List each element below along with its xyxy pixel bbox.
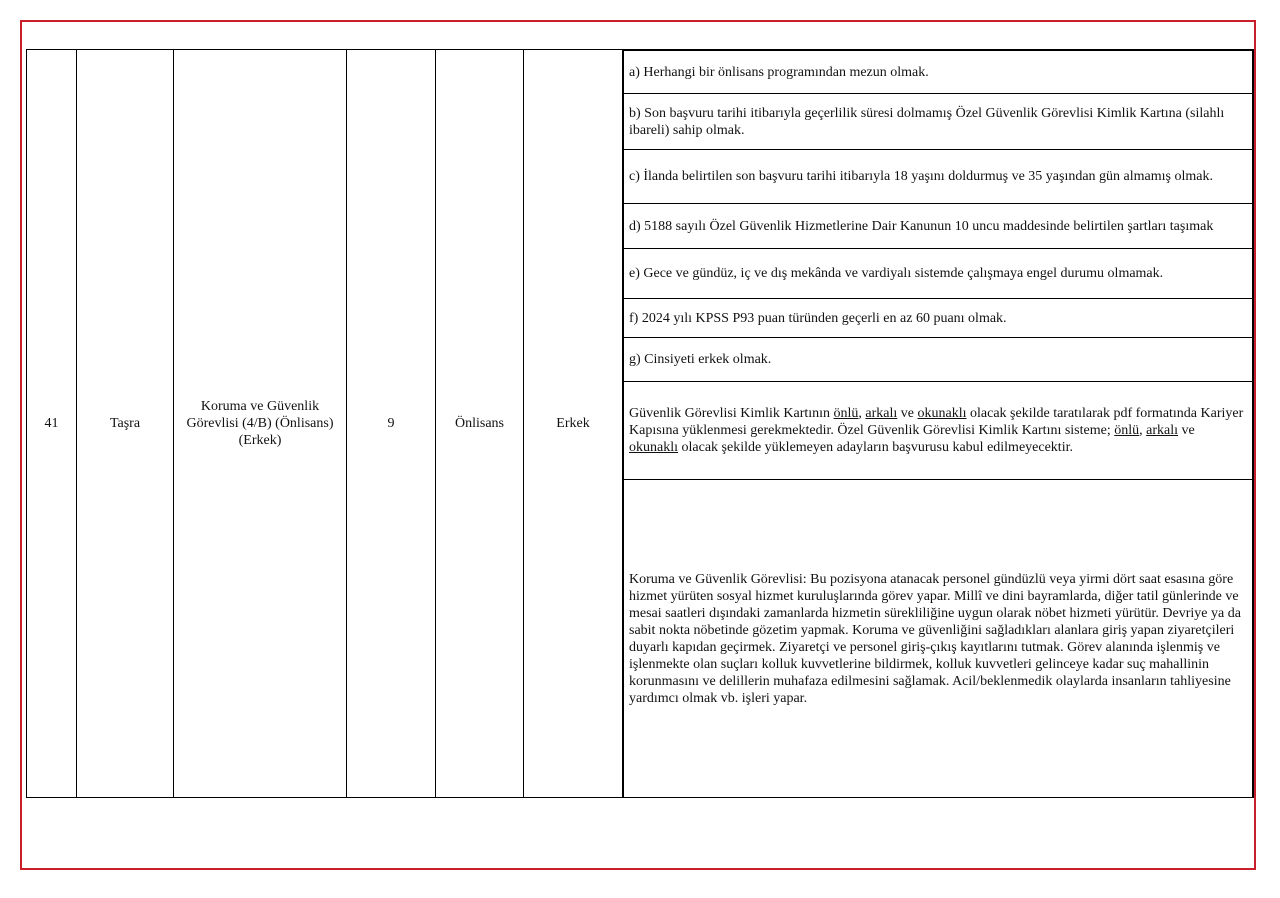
conditions-list	[623, 50, 1253, 797]
gender-cell: Erkek	[524, 50, 623, 798]
position-count-cell: 9	[347, 50, 436, 798]
condition-c: c) İlanda belirtilen son başvuru tarihi itibarıyla 18 yaşını doldurmuş ve 35 yaşından gün almamış olmak.	[624, 150, 1253, 204]
position-title-cell: Koruma ve Güvenlik Görevlisi (4/B) (Önlisans)(Erkek)	[174, 50, 347, 798]
table-row	[27, 50, 1254, 798]
location-cell: Taşra	[77, 50, 174, 798]
condition-d: d) 5188 sayılı Özel Güvenlik Hizmetlerine Dair Kanunun 10 uncu maddesinde belirtilen şartları taşımak	[624, 204, 1253, 249]
row-number: 41	[27, 50, 77, 798]
condition-g: g) Cinsiyeti erkek olmak.	[624, 338, 1253, 382]
position-table	[26, 49, 1254, 798]
condition-a: a) Herhangi bir önlisans programından mezun olmak.	[624, 51, 1253, 94]
condition-b: b) Son başvuru tarihi itibarıyla geçerlilik süresi dolmamış Özel Güvenlik Görevlisi Kimlik Kartına (silahlı ibareli) sahip olmak.	[624, 94, 1253, 150]
conditions-cell	[623, 50, 1254, 798]
education-cell: Önlisans	[436, 50, 524, 798]
job-description: Koruma ve Güvenlik Görevlisi: Bu pozisyona atanacak personel gündüzlü veya yirmi dört saat esasına göre hizmet yürüten sosyal hizmet kuruluşlarında görev yapar. Millî ve dini bayramlarda, diğer tatil günlerinde ve mesai saatleri dışındaki zamanlarda hizmetin sürekliliğine uygun olarak nöbet hizmeti yürütür. Devriye ya da sabit nokta nöbetinde gözetim yapmak. Koruma ve güvenliğini sağladıkları alanlara giriş yapan ziyaretçileri duyarlı kapıdan geçirmek. Ziyaretçi ve personel giriş-çıkış kayıtlarını tutmak. Görev alanında işlenmiş ve işlenmekte olan suçları kolluk kuvvetlerine bildirmek, kolluk kuvvetleri gelinceye kadar suç mahallinin korunmasını ve delillerin muhafaza edilmesini sağlamak. Acil/beklenmedik olaylarda insanların tahliyesine yardımcı olmak vb. işleri yapar.	[624, 480, 1253, 798]
id-card-upload-note: Güvenlik Görevlisi Kimlik Kartının önlü, arkalı ve okunaklı olacak şekilde taratılarak pdf formatında Kariyer Kapısına yüklenmesi gerekmektedir. Özel Güvenlik Görevlisi Kimlik Kartını sisteme; önlü, arkalı ve okunaklı olacak şekilde yüklemeyen adayların başvurusu kabul edilmeyecektir.	[624, 382, 1253, 480]
condition-e: e) Gece ve gündüz, iç ve dış mekânda ve vardiyalı sistemde çalışmaya engel durumu olmamak.	[624, 249, 1253, 299]
condition-f: f) 2024 yılı KPSS P93 puan türünden geçerli en az 60 puanı olmak.	[624, 299, 1253, 338]
